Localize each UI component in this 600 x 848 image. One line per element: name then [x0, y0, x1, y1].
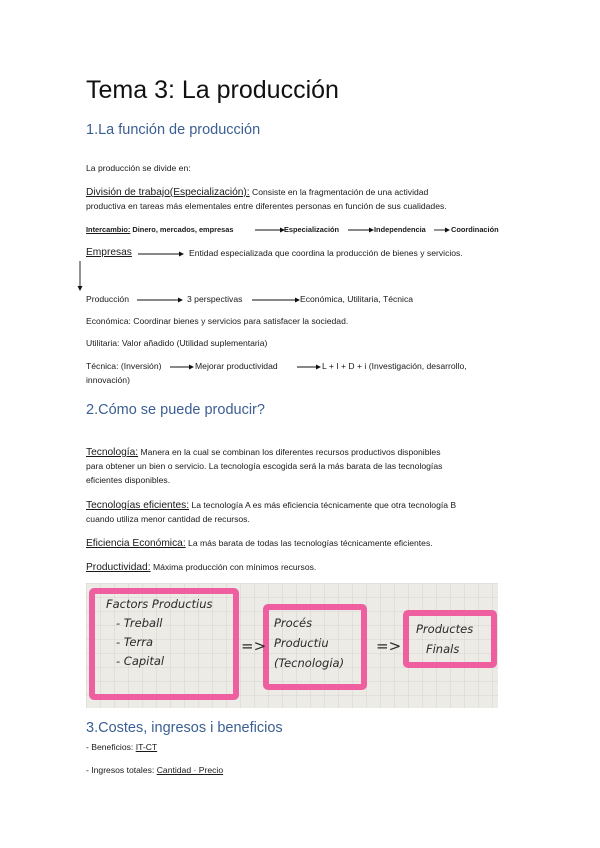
perspectivas-list: Económica, Utilitaria, Técnica: [300, 294, 414, 304]
empresas-term: Empresas: [86, 247, 132, 258]
eficientes-text-1: La tecnología A es más eficiencia técnicamente que otra tecnología B: [189, 500, 457, 510]
tecnologia-paragraph: [86, 446, 441, 459]
ingresos-line: [86, 764, 223, 777]
tecnologia-text-2: para obtener un bien o servicio. La tecnología escogida será la más barata de las tecnologías: [86, 461, 443, 471]
empresas-text: Entidad especializada que coordina la producción de bienes y servicios.: [189, 248, 463, 258]
eficientes-paragraph: [86, 499, 456, 512]
arrow-icon: [348, 226, 374, 234]
utilitaria-text: Utilitaria: Valor añadido (Utilidad suplementaria): [86, 338, 268, 348]
arrow-icon: [434, 226, 450, 234]
tecnica-formula: L + I + D + i (Investigación, desarrollo,: [322, 361, 467, 371]
arrow-down-icon: [75, 261, 85, 291]
division-term: División de trabajo(Especialización):: [86, 187, 250, 198]
empresas-term-wrap: [86, 246, 132, 259]
produccion-label: Producción: [86, 294, 129, 304]
box1-text: Factors Productius - Treball - Terra - Capital: [106, 597, 213, 668]
tecnologia-text-1: Manera en la cual se combinan los diferentes recursos productivos disponibles: [138, 447, 441, 457]
arrow-icon: [137, 296, 183, 304]
coordinacion-label: Coordinación: [451, 225, 499, 234]
beneficios-line: [86, 741, 157, 754]
productividad-text: Máxima producción con mínimos recursos.: [150, 562, 317, 572]
division-text-1: Consiste en la fragmentación de una actividad: [249, 187, 429, 197]
arrow-icon: [297, 363, 321, 371]
eficiencia-term: Eficiencia Económica:: [86, 538, 186, 549]
handwritten-diagram-photo: [86, 583, 498, 708]
section-heading-3: 3.Costes, ingresos i beneficios: [86, 720, 283, 736]
perspectivas-label: 3 perspectivas: [187, 294, 243, 304]
beneficios-label: - Beneficios:: [86, 742, 136, 752]
tecnica-label: Técnica: (Inversión): [86, 361, 162, 371]
page-title: Tema 3: La producción: [86, 76, 339, 104]
productividad-paragraph: [86, 561, 316, 574]
tecnica-formula-2: innovación): [86, 375, 130, 385]
arrow-icon: [170, 363, 194, 371]
diagram-arrow-1: =>: [241, 637, 267, 655]
ingresos-value: Cantidad · Precio: [156, 765, 224, 775]
eficiencia-text: La más barata de todas las tecnologías técnicamente eficientes.: [185, 538, 433, 548]
diagram-arrow-2: =>: [376, 637, 402, 655]
beneficios-value: IT-CT: [135, 742, 158, 752]
arrow-icon: [255, 226, 285, 234]
intro-text: La producción se divide en:: [86, 163, 191, 173]
section-heading-1: 1.La función de producción: [86, 122, 261, 138]
section-heading-2: 2.Cómo se puede producir?: [86, 402, 265, 418]
box3-text: Productes Finals: [416, 622, 474, 656]
especializacion-label: Especialización: [284, 225, 340, 234]
tecnologia-text-3: eficientes disponibles.: [86, 475, 171, 485]
intercambio-label: Intercambio:: [86, 225, 131, 234]
division-paragraph: [86, 186, 428, 199]
tecnica-mejorar: Mejorar productividad: [195, 361, 278, 371]
productividad-term: Productividad:: [86, 562, 151, 573]
box2-text: Procés Productiu (Tecnologia): [274, 616, 345, 670]
economica-text: Económica: Coordinar bienes y servicios para satisfacer la sociedad.: [86, 316, 349, 326]
eficientes-text-2: cuando utiliza menor cantidad de recursos.: [86, 514, 250, 524]
independencia-label: Independencia: [374, 225, 426, 234]
tecnologia-term: Tecnología:: [86, 447, 139, 458]
division-text-2: productiva en tareas más elementales entre diferentes personas en función de sus cualidades.: [86, 201, 447, 211]
intercambio-items: Dinero, mercados, empresas: [130, 225, 234, 234]
eficientes-term: Tecnologías eficientes:: [86, 500, 190, 511]
arrow-icon: [252, 296, 300, 304]
arrow-icon: [138, 250, 184, 258]
eficiencia-paragraph: [86, 537, 433, 550]
ingresos-label: - Ingresos totales:: [86, 765, 157, 775]
chain-line: [86, 223, 233, 236]
